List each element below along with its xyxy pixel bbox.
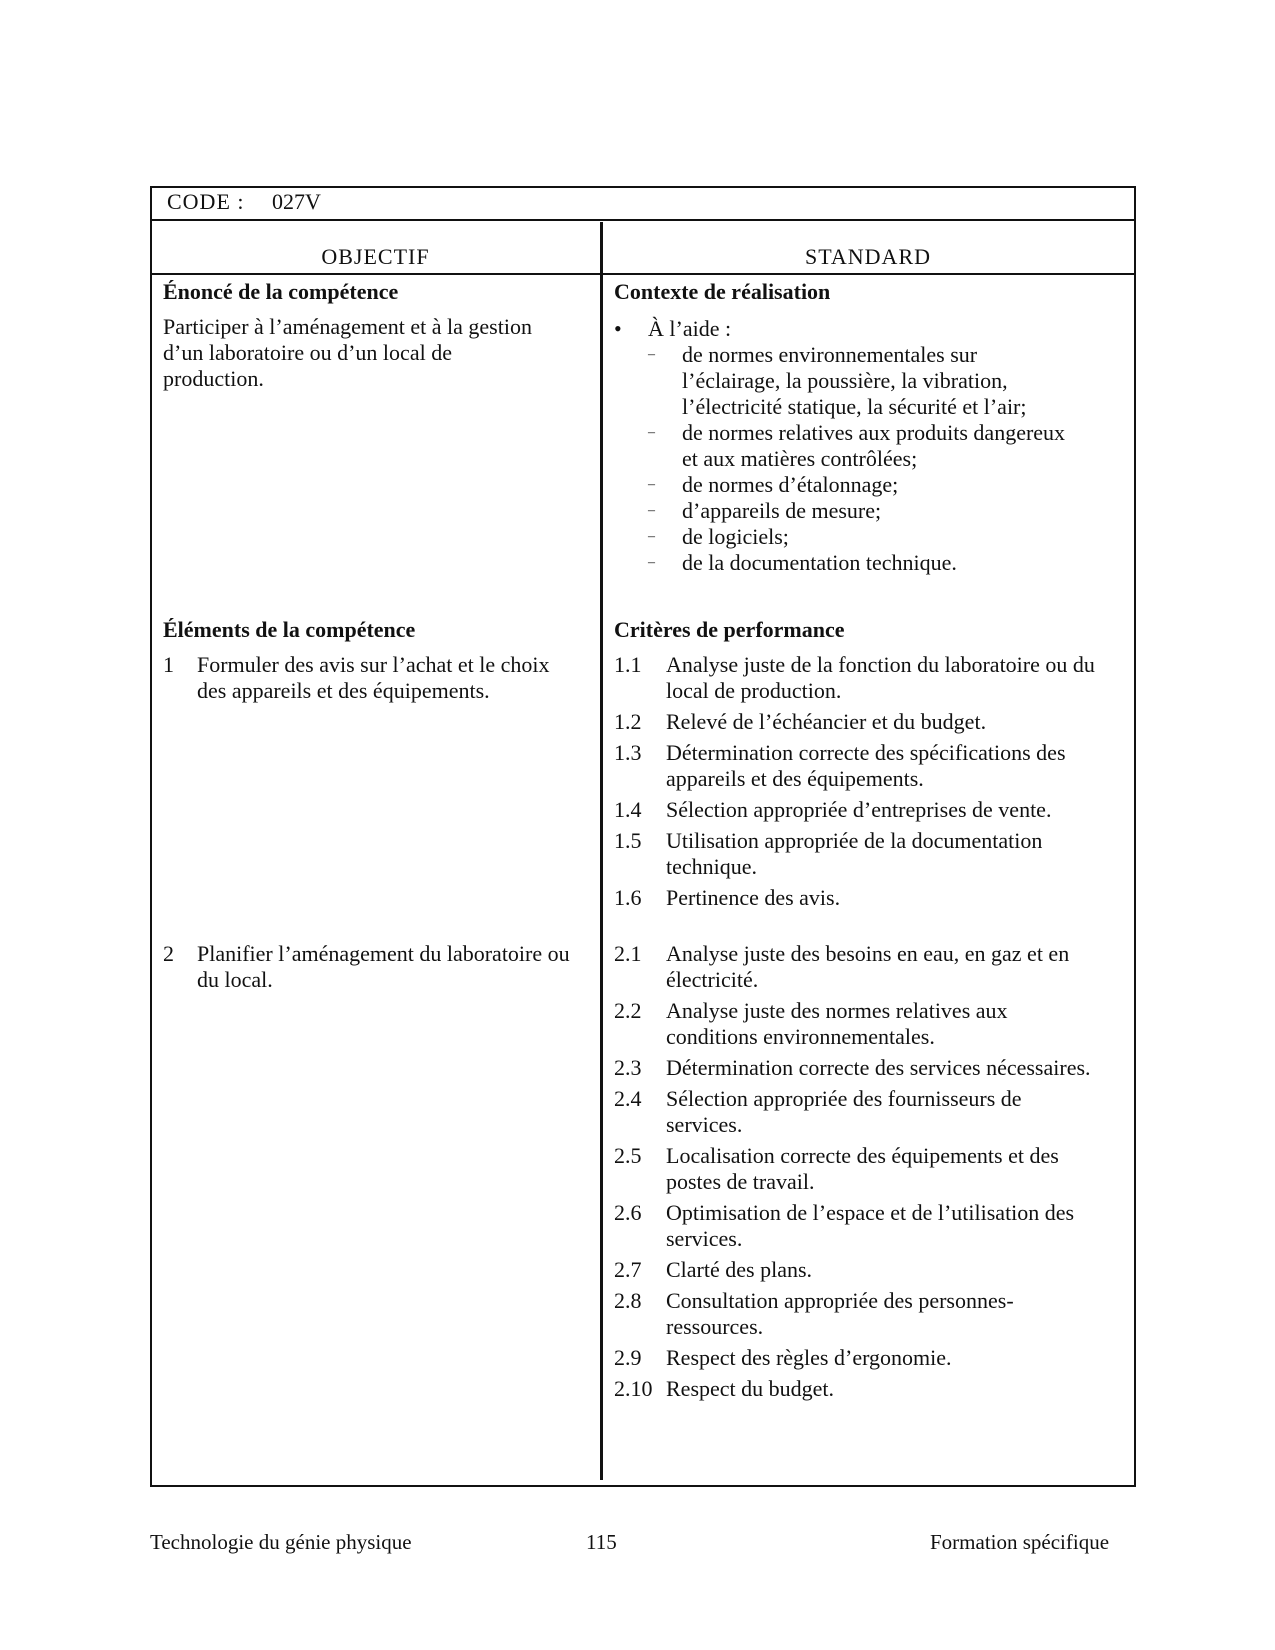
contexte-item [648, 550, 1129, 576]
criterion-line: appareils et des équipements. [666, 766, 924, 791]
criterion-text [666, 1200, 1074, 1252]
elements-heading: Éléments de la compétence [163, 617, 416, 642]
enonce-line: Participer à l’aménagement et à la gestion [163, 314, 532, 339]
header-row-divider [150, 273, 1134, 275]
contexte-item-line: de normes relatives aux produits dangereux [682, 420, 1066, 445]
enonce-heading: Énoncé de la compétence [163, 279, 399, 304]
criterion-item [614, 998, 1129, 1050]
contexte-item-line: de logiciels; [682, 524, 789, 549]
criterion-line: ressources. [666, 1314, 764, 1339]
criterion-number: 2.1 [614, 941, 642, 966]
contexte-item-text [682, 472, 898, 498]
criterion-item [614, 828, 1129, 880]
criterion-line: services. [666, 1226, 743, 1251]
criterion-text [666, 797, 1051, 823]
criterion-line: Détermination correcte des spécifications des [666, 740, 1066, 765]
criterion-item [614, 1257, 1129, 1283]
criterion-text [666, 885, 840, 911]
contexte-heading: Contexte de réalisation [614, 279, 831, 304]
criterion-number: 2.4 [614, 1086, 642, 1111]
criterion-text [666, 1288, 1014, 1340]
bullet-text: À l’aide : [648, 316, 732, 341]
criterion-line: Consultation appropriée des personnes- [666, 1288, 1014, 1313]
contexte-item-text [682, 342, 1027, 420]
criterion-number: 2.8 [614, 1288, 642, 1313]
criterion-line: postes de travail. [666, 1169, 815, 1194]
contexte-item-text [682, 420, 1065, 472]
element-line: des appareils et des équipements. [197, 678, 490, 703]
criterion-text [666, 740, 1066, 792]
criterion-item [614, 941, 1129, 993]
criterion-line: Utilisation appropriée de la documentation [666, 828, 1043, 853]
criterion-line: Respect du budget. [666, 1376, 835, 1401]
element-line: du local. [197, 967, 273, 992]
contexte-item-line: d’appareils de mesure; [682, 498, 882, 523]
criterion-item [614, 1288, 1129, 1340]
criterion-number: 1.4 [614, 797, 642, 822]
criterion-text [666, 828, 1042, 880]
criterion-line: Respect des règles d’ergonomie. [666, 1345, 952, 1370]
criterion-number: 2.3 [614, 1055, 642, 1080]
criterion-line: Analyse juste de la fonction du laboratoire ou du [666, 652, 1095, 677]
criterion-item [614, 1200, 1129, 1252]
criterion-number: 1.6 [614, 885, 642, 910]
code-label: CODE : [167, 189, 245, 214]
contexte-item [648, 342, 1129, 420]
contexte-list [614, 342, 1129, 576]
contexte-item-line: de la documentation technique. [682, 550, 957, 575]
criterion-item [614, 885, 1129, 911]
criterion-text [666, 1345, 952, 1371]
criterion-text [666, 998, 1008, 1050]
criterion-line: services. [666, 1112, 743, 1137]
element-item [163, 941, 593, 993]
contexte-item-line: de normes d’étalonnage; [682, 472, 899, 497]
criterion-line: conditions environnementales. [666, 1024, 935, 1049]
criterion-line: Sélection appropriée des fournisseurs de [666, 1086, 1022, 1111]
criterion-number: 1.1 [614, 652, 642, 677]
criterion-line: Clarté des plans. [666, 1257, 813, 1282]
criterion-text [666, 1143, 1059, 1195]
contexte-item-line: de normes environnementales sur [682, 342, 978, 367]
criterion-text [666, 1257, 812, 1283]
element-item [163, 652, 593, 704]
criterion-number: 1.2 [614, 709, 642, 734]
criterion-text [666, 709, 986, 735]
criterion-number: 2.9 [614, 1345, 642, 1370]
criterion-item [614, 740, 1129, 792]
criterion-number: 1.5 [614, 828, 642, 853]
criterion-number: 2.5 [614, 1143, 642, 1168]
contexte-item-text [682, 550, 957, 576]
criterion-line: technique. [666, 854, 758, 879]
dash-icon: – [648, 529, 655, 544]
criterion-line: local de production. [666, 678, 842, 703]
criterion-item [614, 1376, 1129, 1402]
contexte-item-text [682, 524, 789, 550]
element-line: Planifier l’aménagement du laboratoire ou [197, 941, 570, 966]
criterion-line: Pertinence des avis. [666, 885, 841, 910]
contexte-item [648, 420, 1129, 472]
criteres-heading: Critères de performance [614, 617, 845, 642]
contexte-item [648, 498, 1129, 524]
criteres-heading-block [614, 617, 1129, 643]
criteres-group-2 [614, 941, 1129, 1407]
contexte-item-text [682, 498, 881, 524]
enonce-text [163, 314, 593, 392]
criterion-number: 2.7 [614, 1257, 642, 1282]
enonce-section [163, 279, 593, 392]
column-divider [600, 222, 603, 1480]
code-value: 027V [272, 189, 321, 214]
criterion-item [614, 652, 1129, 704]
footer-page-number: 115 [586, 1530, 617, 1554]
criterion-line: Analyse juste des normes relatives aux [666, 998, 1008, 1023]
dash-icon: – [648, 425, 655, 440]
criterion-text [666, 1055, 1091, 1081]
elements-heading-block [163, 617, 593, 643]
criterion-line: Analyse juste des besoins en eau, en gaz et en [666, 941, 1070, 966]
footer-program: Technologie du génie physique [150, 1530, 412, 1554]
criterion-number: 1.3 [614, 740, 642, 765]
criterion-text [666, 941, 1069, 993]
dash-icon: – [648, 347, 655, 362]
criterion-number: 2.10 [614, 1376, 653, 1401]
criterion-item [614, 1086, 1129, 1138]
contexte-bullet [614, 316, 1129, 342]
criterion-line: Sélection appropriée d’entreprises de vente. [666, 797, 1052, 822]
code-row-divider [150, 219, 1134, 221]
criteres-group-1 [614, 652, 1129, 916]
contexte-section [614, 279, 1129, 576]
objectif-header: OBJECTIF [321, 244, 430, 269]
criterion-line: Localisation correcte des équipements et des [666, 1143, 1059, 1168]
contexte-item-line: et aux matières contrôlées; [682, 446, 918, 471]
criterion-item [614, 797, 1129, 823]
element-number: 2 [163, 941, 174, 966]
criterion-text [666, 1376, 834, 1402]
criterion-item [614, 1345, 1129, 1371]
footer-section: Formation spécifique [930, 1530, 1110, 1554]
dash-icon: – [648, 555, 655, 570]
contexte-item [648, 472, 1129, 498]
criterion-item [614, 1143, 1129, 1195]
criterion-line: Optimisation de l’espace et de l’utilisation des [666, 1200, 1075, 1225]
dash-icon: – [648, 477, 655, 492]
criterion-text [666, 1086, 1022, 1138]
contexte-item-line: l’électricité statique, la sécurité et l’air; [682, 394, 1027, 419]
criterion-number: 2.2 [614, 998, 642, 1023]
enonce-line: production. [163, 366, 264, 391]
criterion-line: Détermination correcte des services nécessaires. [666, 1055, 1091, 1080]
element-number: 1 [163, 652, 174, 677]
criterion-text [666, 652, 1095, 704]
dash-icon: – [648, 503, 655, 518]
enonce-line: d’un laboratoire ou d’un local de [163, 340, 452, 365]
bullet-icon: • [614, 316, 622, 341]
criterion-item [614, 709, 1129, 735]
criterion-line: électricité. [666, 967, 759, 992]
criterion-item [614, 1055, 1129, 1081]
criterion-number: 2.6 [614, 1200, 642, 1225]
criterion-line: Relevé de l’échéancier et du budget. [666, 709, 987, 734]
standard-header: STANDARD [804, 244, 932, 269]
contexte-item-line: l’éclairage, la poussière, la vibration, [682, 368, 1008, 393]
element-line: Formuler des avis sur l’achat et le choix [197, 652, 550, 677]
contexte-item [648, 524, 1129, 550]
